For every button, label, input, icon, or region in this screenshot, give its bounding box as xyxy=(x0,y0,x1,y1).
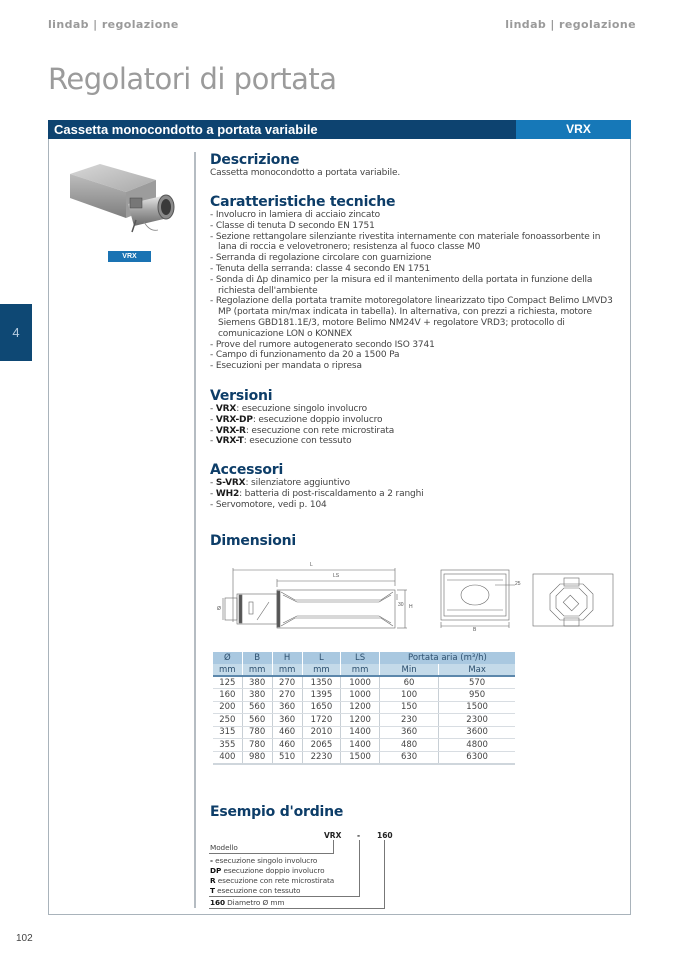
table-cell: 780 xyxy=(242,726,272,739)
table-cell: 315 xyxy=(213,726,242,739)
table-cell: 2230 xyxy=(302,751,341,764)
technical-drawing xyxy=(215,562,620,637)
section-caratteristiche xyxy=(210,194,615,372)
table-row xyxy=(213,714,515,727)
running-header-right: lindab | regolazione xyxy=(505,18,636,31)
col-header-diameter: Ø xyxy=(213,652,242,664)
order-line-text: Diametro Ø mm xyxy=(224,898,285,907)
page-number: 102 xyxy=(16,933,33,944)
unit-cell: Max xyxy=(439,664,515,676)
table-cell: 355 xyxy=(213,739,242,752)
table-row xyxy=(213,751,515,764)
table-cell: 1350 xyxy=(302,676,341,689)
version-code: VRX-DP xyxy=(215,414,253,425)
table-cell: 4800 xyxy=(439,739,515,752)
list-item: - Regolazione della portata tramite motoregolatore linearizzato tipo Compact Belimo LMVD3 MP (portata min/max indicata in tabella). In alternativa, con prezzi a richiesta, motore Siemens GBD181.1E/3, motore Belimo NM24V + regolatore VRD3; protocollo di comunicazione LON o KONNEX xyxy=(210,296,615,339)
dim-label-25: 25 xyxy=(515,581,521,587)
order-line-code: R xyxy=(210,876,216,885)
order-line-code: - xyxy=(210,856,213,865)
table-cell: 3600 xyxy=(439,726,515,739)
table-cell: 1200 xyxy=(341,714,380,727)
order-connector xyxy=(209,908,384,909)
order-line-code: 160 xyxy=(210,898,225,907)
order-line-text: Modello xyxy=(210,843,238,852)
list-item xyxy=(210,426,394,437)
section-header-bar xyxy=(48,120,631,139)
table-cell: 460 xyxy=(272,739,302,752)
table-cell: 150 xyxy=(379,701,438,714)
dim-label-LS: LS xyxy=(333,573,340,579)
table-cell: 1200 xyxy=(341,701,380,714)
table-cell: 360 xyxy=(379,726,438,739)
order-connector xyxy=(359,840,360,897)
version-text: : esecuzione con tessuto xyxy=(243,436,352,447)
section-accessori xyxy=(210,462,423,510)
table-cell: 1500 xyxy=(439,701,515,714)
table-cell: 1000 xyxy=(341,676,380,689)
list-item: - Sezione rettangolare silenziante rivestita internamente con materiale fonoassorbente in lana di roccia e velovetronero; resistenza al fuoco classe M0 xyxy=(210,232,615,254)
dimensions-table xyxy=(213,652,515,765)
table-cell: 1395 xyxy=(302,689,341,702)
table-cell: 1650 xyxy=(302,701,341,714)
unit-cell: mm xyxy=(213,664,242,676)
product-badge: VRX xyxy=(108,251,151,262)
accessory-code: WH2 xyxy=(215,488,240,499)
version-text: : esecuzione singolo involucro xyxy=(236,404,368,414)
version-text: : esecuzione doppio involucro xyxy=(252,414,383,425)
order-line-code: DP xyxy=(210,866,222,875)
order-line xyxy=(210,876,334,885)
table-cell: 2300 xyxy=(439,714,515,727)
section-code: VRX xyxy=(516,120,631,139)
table-row xyxy=(213,726,515,739)
col-header-portata: Portata aria (m³/h) xyxy=(379,652,515,664)
table-row xyxy=(213,701,515,714)
list-item xyxy=(210,436,394,447)
chapter-number: 4 xyxy=(12,325,20,340)
list-item: - Campo di funzionamento da 20 a 1500 Pa xyxy=(210,350,615,361)
dim-label-diameter: Ø xyxy=(217,606,221,612)
table-cell: 2065 xyxy=(302,739,341,752)
table-row xyxy=(213,689,515,702)
product-image xyxy=(64,160,180,240)
chapter-tab[interactable] xyxy=(0,304,32,361)
table-units-row xyxy=(213,664,515,676)
col-header-H: H xyxy=(272,652,302,664)
accessory-text: : batteria di post-riscaldamento a 2 ranghi xyxy=(239,488,424,499)
order-line-text: esecuzione con tessuto xyxy=(214,886,301,895)
order-line xyxy=(210,866,324,875)
table-cell: 160 xyxy=(213,689,242,702)
accessori-heading: Accessori xyxy=(210,462,284,478)
table-cell: 560 xyxy=(242,714,272,727)
dim-label-H: H xyxy=(409,604,413,610)
table-cell: 360 xyxy=(272,701,302,714)
table-cell: 560 xyxy=(242,701,272,714)
table-cell: 60 xyxy=(379,676,438,689)
table-row xyxy=(213,739,515,752)
versioni-heading: Versioni xyxy=(210,388,273,404)
table-cell: 380 xyxy=(242,676,272,689)
table-cell: 360 xyxy=(272,714,302,727)
table-cell: 125 xyxy=(213,676,242,689)
versioni-list xyxy=(210,404,394,447)
col-header-LS: LS xyxy=(341,652,380,664)
descrizione-text: Cassetta monocondotto a portata variabile. xyxy=(210,168,401,178)
list-item: - Sonda di Δp dinamico per la misura ed il mantenimento della portata in funzione della richiesta dell'ambiente xyxy=(210,275,615,297)
list-item xyxy=(210,478,423,489)
order-code-model: VRX xyxy=(324,831,342,840)
section-esempio-ordine xyxy=(210,804,343,820)
section-dimensioni xyxy=(210,533,296,549)
version-code: VRX-T xyxy=(215,436,244,447)
dim-label-L: L xyxy=(310,562,313,568)
accessory-code: S-VRX xyxy=(215,478,246,488)
table-cell: 1400 xyxy=(341,739,380,752)
table-cell: 200 xyxy=(213,701,242,714)
list-item xyxy=(210,404,394,415)
table-cell: 380 xyxy=(242,689,272,702)
table-cell: 1500 xyxy=(341,751,380,764)
table-cell: 780 xyxy=(242,739,272,752)
order-connector xyxy=(209,853,333,854)
accessori-list xyxy=(210,478,423,510)
table-cell: 6300 xyxy=(439,751,515,764)
descrizione-heading: Descrizione xyxy=(210,152,300,168)
table-cell: 1720 xyxy=(302,714,341,727)
order-code-diameter: 160 xyxy=(377,831,393,840)
order-line-code: T xyxy=(210,886,215,895)
accessory-text: Servomotore, vedi p. 104 xyxy=(215,499,327,510)
table-cell: 100 xyxy=(379,689,438,702)
order-line-text: esecuzione singolo involucro xyxy=(212,856,318,865)
section-descrizione xyxy=(210,152,400,179)
order-code-diagram xyxy=(209,830,409,910)
section-versioni xyxy=(210,388,394,447)
unit-cell: mm xyxy=(242,664,272,676)
version-code: VRX xyxy=(215,404,237,414)
col-header-L: L xyxy=(302,652,341,664)
unit-cell: mm xyxy=(341,664,380,676)
vrx-unit-illustration xyxy=(64,160,180,240)
list-item: - Involucro in lamiera di acciaio zincato xyxy=(210,210,615,221)
table-cell: 270 xyxy=(272,676,302,689)
col-header-B: B xyxy=(242,652,272,664)
table-cell: 2010 xyxy=(302,726,341,739)
page-title: Regolatori di portata xyxy=(48,62,337,96)
order-connector xyxy=(384,840,385,909)
order-line-text: esecuzione con rete microstirata xyxy=(215,876,335,885)
unit-cell: mm xyxy=(302,664,341,676)
order-line-modello xyxy=(210,843,238,852)
dimensioni-heading: Dimensioni xyxy=(210,533,296,549)
table-cell: 400 xyxy=(213,751,242,764)
list-item: - Esecuzioni per mandata o ripresa xyxy=(210,361,615,372)
table-cell: 460 xyxy=(272,726,302,739)
dim-label-B: B xyxy=(473,627,477,633)
table-cell: 250 xyxy=(213,714,242,727)
order-connector xyxy=(209,896,359,897)
list-item: - Classe di tenuta D secondo EN 1751 xyxy=(210,221,615,232)
table-cell: 950 xyxy=(439,689,515,702)
dimension-drawing-svg xyxy=(215,562,620,637)
accessory-text: : silenziatore aggiuntivo xyxy=(245,478,350,488)
table-row xyxy=(213,676,515,689)
table-cell: 570 xyxy=(439,676,515,689)
unit-cell: Min xyxy=(379,664,438,676)
table-header-row xyxy=(213,652,515,664)
order-line-text: esecuzione doppio involucro xyxy=(221,866,325,875)
column-divider xyxy=(194,152,196,908)
list-item: - Tenuta della serranda: classe 4 secondo EN 1751 xyxy=(210,264,615,275)
table-cell: 630 xyxy=(379,751,438,764)
table-cell: 270 xyxy=(272,689,302,702)
order-line xyxy=(210,886,300,895)
list-item xyxy=(210,500,423,511)
table-cell: 1000 xyxy=(341,689,380,702)
section-title: Cassetta monocondotto a portata variabile xyxy=(48,120,516,139)
order-line xyxy=(210,856,317,865)
caratteristiche-list xyxy=(210,210,615,372)
table-cell: 230 xyxy=(379,714,438,727)
unit-cell: mm xyxy=(272,664,302,676)
table-cell: 510 xyxy=(272,751,302,764)
running-header-left: lindab | regolazione xyxy=(48,18,179,31)
esempio-ordine-heading: Esempio d'ordine xyxy=(210,804,344,820)
caratteristiche-heading: Caratteristiche tecniche xyxy=(210,194,396,210)
dim-label-30: 30 xyxy=(398,602,404,608)
order-code-dash: - xyxy=(357,831,361,840)
order-line xyxy=(210,898,284,907)
version-code: VRX-R xyxy=(215,425,246,436)
version-text: : esecuzione con rete microstirata xyxy=(245,425,395,436)
list-item xyxy=(210,489,423,500)
table-cell: 480 xyxy=(379,739,438,752)
list-item: - Prove del rumore autogenerato secondo ISO 3741 xyxy=(210,340,615,351)
table-cell: 1400 xyxy=(341,726,380,739)
table-cell: 980 xyxy=(242,751,272,764)
order-connector xyxy=(333,840,334,854)
list-item: - Serranda di regolazione circolare con guarnizione xyxy=(210,253,615,264)
list-item xyxy=(210,415,394,426)
